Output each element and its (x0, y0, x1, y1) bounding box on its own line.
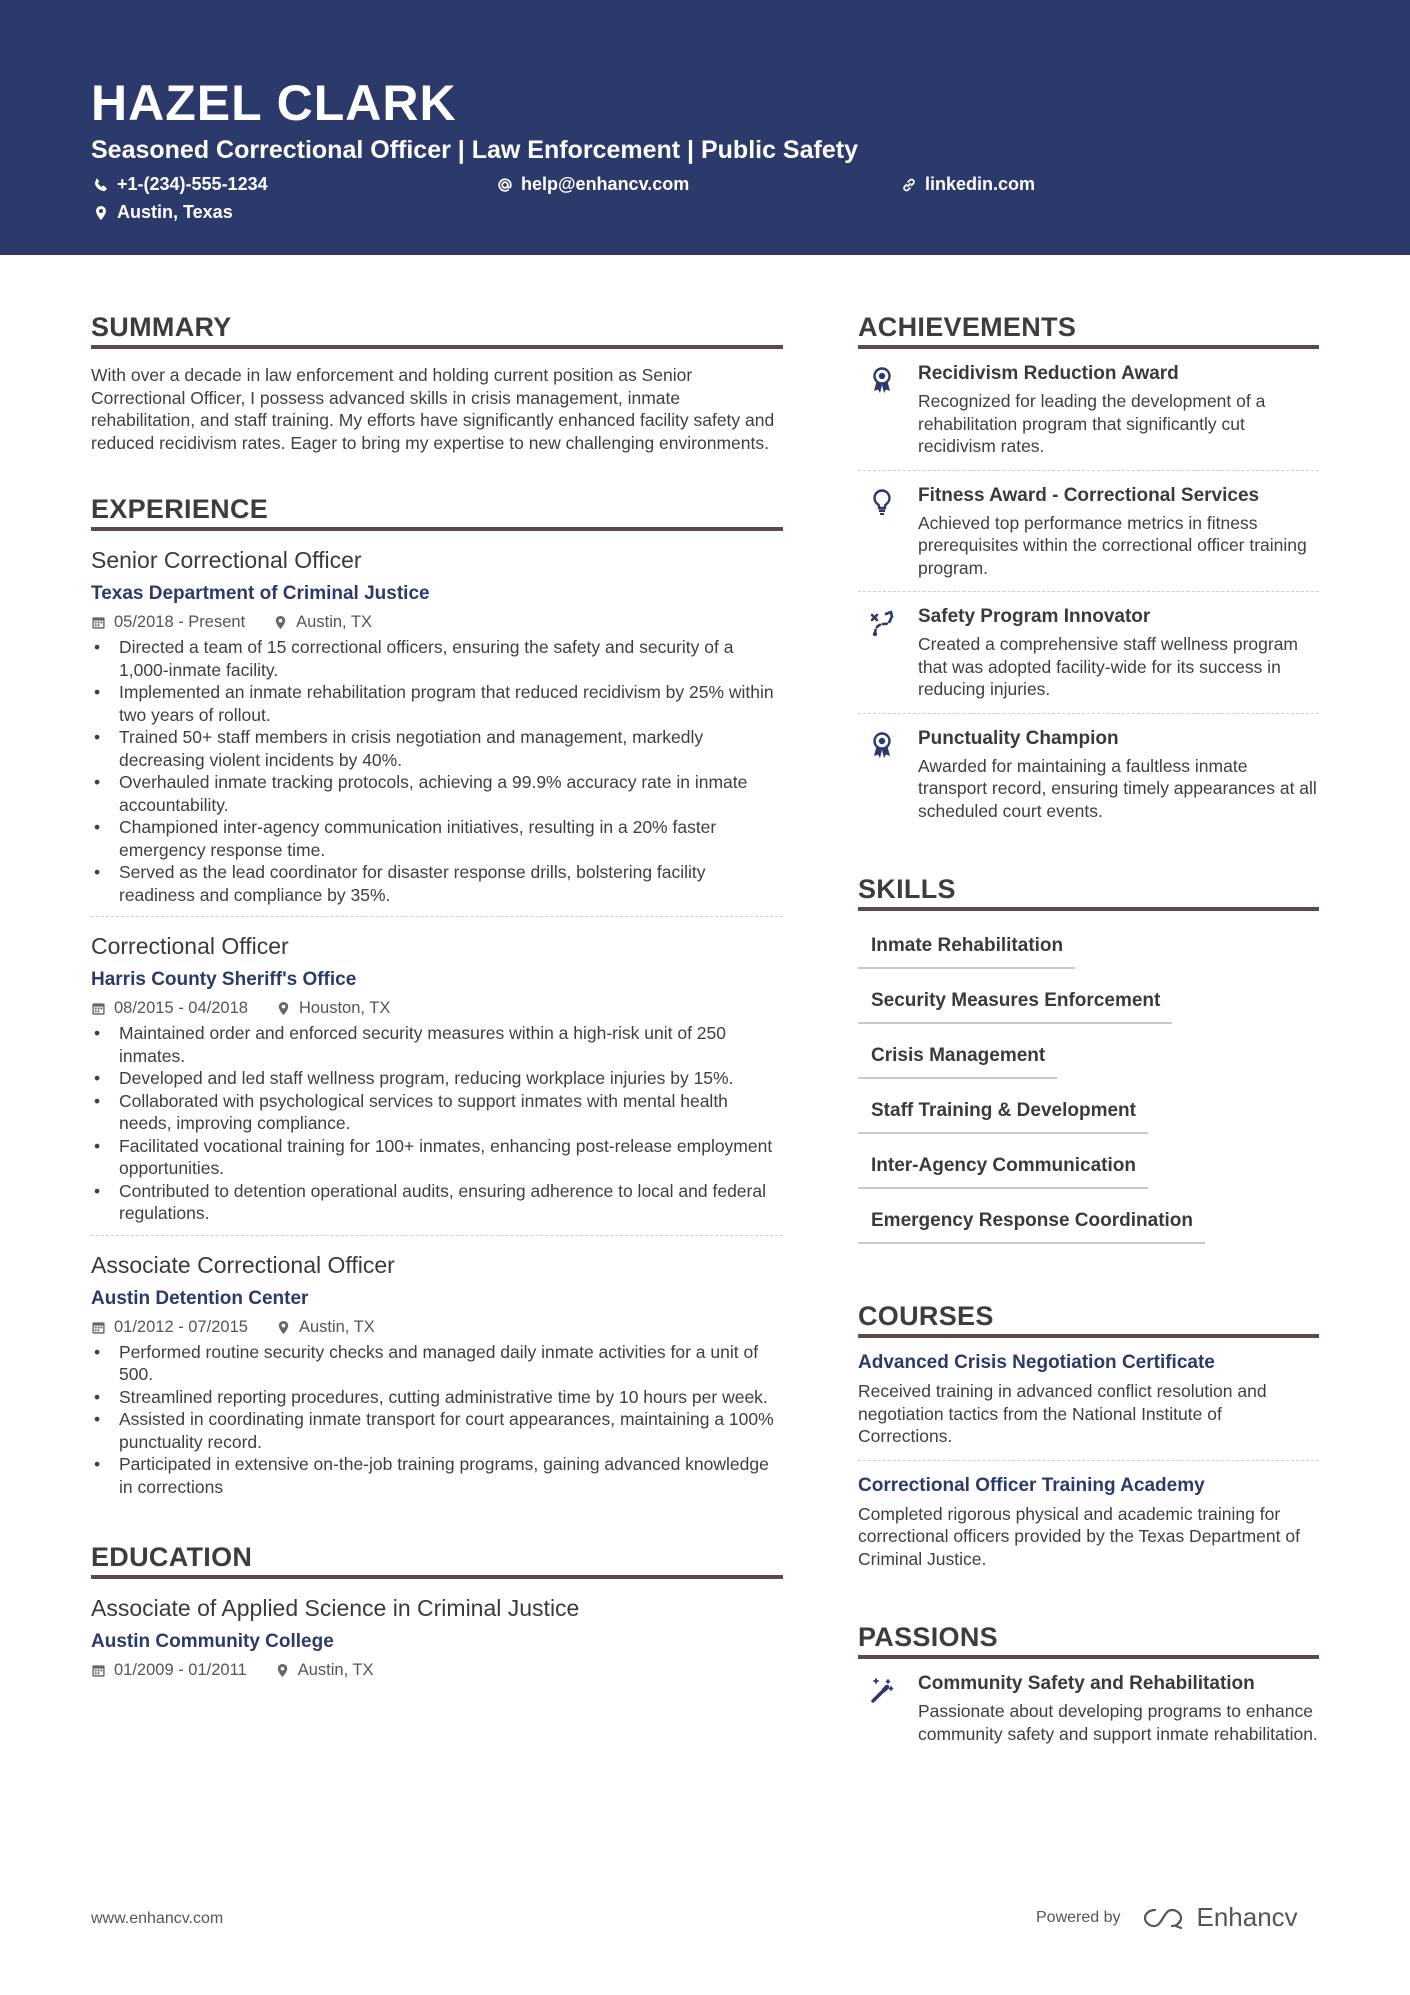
job-title: Senior Correctional Officer (91, 547, 362, 573)
skills-title: SKILLS (858, 874, 1319, 911)
school-name: Austin Community College (91, 1631, 334, 1652)
achievement-item (858, 471, 1319, 593)
course-desc: Completed rigorous physical and academic training for correctional officers provided by the Texas Department of Criminal Justice. (858, 1503, 1300, 1569)
job-title: Associate Correctional Officer (91, 1251, 395, 1278)
bullet-item: • Trained 50+ staff members in crisis negotiation and management, markedly decreasing violent incidents by 40%. (91, 726, 783, 771)
bullet-item: • Contributed to detention operational audits, ensuring adherence to local and federal regulations. (91, 1180, 783, 1225)
award-ribbon-icon (869, 731, 895, 759)
skill-tag: Security Measures Enforcement (858, 980, 1172, 1024)
bullet-item: • Implemented an inmate rehabilitation program that reduced recidivism by 25% within two years of rollout. (91, 681, 783, 726)
achievement-item (858, 714, 1319, 835)
email-text[interactable]: help@enhancv.com (521, 174, 690, 194)
achievement-title: Fitness Award - Correctional Services (918, 484, 1260, 506)
job-dates: 01/2012 - 07/2015 (114, 1317, 248, 1336)
calendar-icon (91, 615, 106, 630)
summary-section (91, 312, 783, 454)
skill-tag: Inter-Agency Communication (858, 1145, 1148, 1189)
achievement-title: Safety Program Innovator (918, 606, 1151, 627)
skills-list (858, 925, 1319, 1255)
skill-tag: Inmate Rehabilitation (858, 925, 1075, 969)
job-title: Correctional Officer (91, 933, 289, 959)
achievement-desc: Awarded for maintaining a faultless inmate transport record, ensuring timely appearances at all scheduled court events. (918, 755, 1317, 821)
contact-email (497, 174, 689, 195)
course-item (858, 1338, 1319, 1461)
passions-section (858, 1622, 1319, 1757)
bullet-item: • Participated in extensive on-the-job training programs, gaining advanced knowledge in corrections (91, 1453, 783, 1498)
job-bullets (91, 636, 783, 906)
job-dates: 05/2018 - Present (114, 613, 246, 631)
bullet-item: • Overhauled inmate tracking protocols, achieving a 99.9% accuracy rate in inmate accountability. (91, 771, 783, 816)
experience-title: EXPERIENCE (91, 494, 783, 531)
job-meta (91, 613, 783, 632)
job-location: Austin, TX (298, 1317, 375, 1336)
at-icon (497, 177, 513, 193)
calendar-icon (91, 1001, 106, 1016)
bullet-item: • Developed and led staff wellness program, reducing workplace injuries by 15%. (91, 1067, 783, 1090)
education-dates: 01/2009 - 01/2011 (114, 1661, 247, 1679)
achievement-desc: Achieved top performance metrics in fitness prerequisites within the correctional officer training program. (918, 512, 1307, 578)
achievement-item (858, 349, 1319, 471)
course-title: Advanced Crisis Negotiation Certificate (858, 1352, 1215, 1373)
bullet-item: • Maintained order and enforced security measures within a high-risk unit of 250 inmates. (91, 1022, 783, 1067)
link-icon (901, 177, 917, 193)
powered-by-label: Powered by (1036, 1908, 1121, 1926)
job-company: Texas Department of Criminal Justice (91, 583, 430, 604)
contact-phone (93, 174, 268, 195)
skill-tag: Emergency Response Coordination (858, 1200, 1205, 1244)
job-entry (91, 1236, 783, 1509)
job-bullets (91, 1341, 783, 1499)
bullet-item: • Championed inter-agency communication initiatives, resulting in a 20% faster emergency response time. (91, 816, 783, 861)
achievement-title: Recidivism Reduction Award (918, 363, 1179, 384)
achievement-title: Punctuality Champion (918, 727, 1119, 749)
job-company: Austin Detention Center (91, 1287, 309, 1309)
achievements-section (858, 312, 1319, 834)
location-pin-icon (276, 1320, 291, 1335)
candidate-name: HAZEL CLARK (91, 75, 457, 131)
location-text: Austin, Texas (117, 202, 233, 222)
location-pin-icon (273, 615, 288, 630)
course-title: Correctional Officer Training Academy (858, 1474, 1205, 1496)
location-pin-icon (275, 1663, 290, 1678)
courses-title: COURSES (858, 1301, 1319, 1338)
job-meta (91, 999, 783, 1018)
summary-text: With over a decade in law enforcement and holding current position as Senior Correctional Officer, I possess advanced skills in crisis management, inmate rehabilitation, and staff training. My efforts have significantly enhanced facility safety and reduced recidivism rates. Eager to bring my expertise to new challenging environments. (91, 365, 775, 453)
achievements-title: ACHIEVEMENTS (858, 312, 1319, 349)
courses-section (858, 1301, 1319, 1582)
education-location: Austin, TX (297, 1661, 374, 1679)
phone-text[interactable]: +1-(234)-555-1234 (117, 174, 268, 194)
award-ribbon-icon (869, 366, 895, 394)
job-entry (91, 531, 783, 917)
achievement-desc: Recognized for leading the development of a rehabilitation program that significantly cut recidivism rates. (918, 391, 1266, 456)
job-meta (91, 1318, 783, 1337)
achievement-desc: Created a comprehensive staff wellness program that was adopted facility-wide for its success in reducing injuries. (918, 634, 1299, 699)
bullet-item: • Facilitated vocational training for 100+ inmates, enhancing post-release employment opportunities. (91, 1135, 783, 1180)
achievement-item (858, 592, 1319, 714)
education-section (91, 1542, 783, 1690)
lightbulb-icon (869, 488, 895, 516)
strategy-arrow-icon (869, 609, 895, 637)
skill-tag: Crisis Management (858, 1035, 1057, 1079)
left-column (91, 312, 783, 1730)
skills-section (858, 874, 1319, 1255)
education-meta (91, 1661, 783, 1680)
calendar-icon (91, 1320, 106, 1335)
passion-title: Community Safety and Rehabilitation (918, 1673, 1255, 1694)
location-pin-icon (93, 205, 109, 221)
bullet-item: • Streamlined reporting procedures, cutting administrative time by 10 hours per week. (91, 1386, 783, 1409)
phone-icon (93, 177, 109, 193)
job-location: Houston, TX (298, 999, 391, 1017)
linkedin-text[interactable]: linkedin.com (925, 174, 1036, 194)
job-bullets (91, 1022, 783, 1225)
course-desc: Received training in advanced conflict resolution and negotiation tactics from the National Institute of Corrections. (858, 1381, 1267, 1446)
right-column (858, 312, 1319, 1797)
job-company: Harris County Sheriff's Office (91, 969, 357, 990)
education-entry (91, 1579, 783, 1690)
course-item (858, 1461, 1319, 1583)
candidate-headline: Seasoned Correctional Officer | Law Enforcement | Public Safety (91, 136, 858, 164)
footer-website[interactable]: www.enhancv.com (91, 1910, 224, 1927)
contact-linkedin (901, 174, 1035, 195)
enhancv-logo-icon (1143, 1906, 1189, 1930)
experience-section (91, 494, 783, 1508)
bullet-item: • Performed routine security checks and managed daily inmate activities for a unit of 500. (91, 1341, 783, 1386)
passion-desc: Passionate about developing programs to enhance community safety and support inmate rehabilitation. (918, 1701, 1318, 1744)
contact-location (93, 202, 233, 223)
enhancv-logo[interactable] (1143, 1902, 1298, 1933)
passions-title: PASSIONS (858, 1622, 1319, 1659)
passion-item (858, 1659, 1319, 1757)
footer-branding (1036, 1902, 1298, 1933)
job-entry (91, 917, 783, 1236)
bullet-item: • Served as the lead coordinator for disaster response drills, bolstering facility readiness and compliance by 35%. (91, 861, 783, 906)
degree-title: Associate of Applied Science in Criminal Justice (91, 1595, 580, 1621)
job-dates: 08/2015 - 04/2018 (114, 999, 248, 1017)
skill-tag: Staff Training & Development (858, 1090, 1148, 1134)
magic-wand-icon (869, 1676, 895, 1704)
enhancv-brand-text: Enhancv (1196, 1902, 1298, 1932)
bullet-item: • Assisted in coordinating inmate transport for court appearances, maintaining a 100% punctuality record. (91, 1408, 783, 1453)
summary-title: SUMMARY (91, 312, 783, 349)
education-title: EDUCATION (91, 1542, 783, 1579)
resume-header (0, 0, 1410, 255)
bullet-item: • Collaborated with psychological services to support inmates with mental health needs, improving compliance. (91, 1090, 783, 1135)
location-pin-icon (276, 1001, 291, 1016)
bullet-item: • Directed a team of 15 correctional officers, ensuring the safety and security of a 1,000-inmate facility. (91, 636, 783, 681)
calendar-icon (91, 1663, 106, 1678)
job-location: Austin, TX (296, 613, 372, 631)
